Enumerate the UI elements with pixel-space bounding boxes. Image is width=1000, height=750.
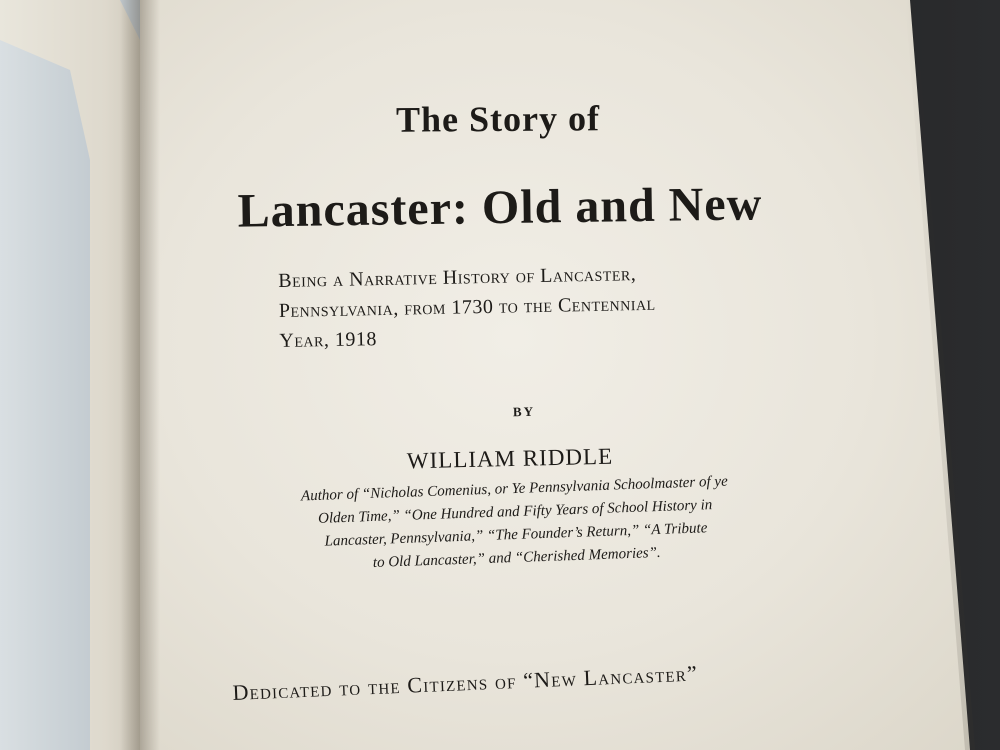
credits-line: Olden Time,” “One Hundred and Fifty Years of School History in	[317, 497, 713, 527]
credits-line: to Old Lancaster,” and “Cherished Memories”.	[372, 544, 661, 571]
subtitle-line: Being a Narrative History of Lancaster,	[278, 263, 637, 292]
credits-line: Lancaster, Pennsylvania,” “The Founder’s Return,” “A Tribute	[324, 520, 708, 550]
subtitle-line: Year, 1918	[279, 328, 378, 352]
author-credits	[244, 469, 787, 580]
dedication: Dedicated to the Citizens of “New Lancaster”	[232, 660, 699, 705]
title-main: Lancaster: Old and New	[237, 177, 763, 238]
title-small: The Story of	[395, 98, 601, 140]
credits-line: Author of “Nicholas Comenius, or Ye Pennsylvania Schoolmaster of ye	[300, 473, 728, 505]
subtitle-line: Pennsylvania, from 1730 to the Centennial	[278, 292, 656, 322]
endpaper	[0, 40, 90, 750]
author-name: WILLIAM RIDDLE	[406, 443, 614, 474]
subtitle	[278, 259, 656, 356]
by-label: BY	[512, 403, 536, 420]
